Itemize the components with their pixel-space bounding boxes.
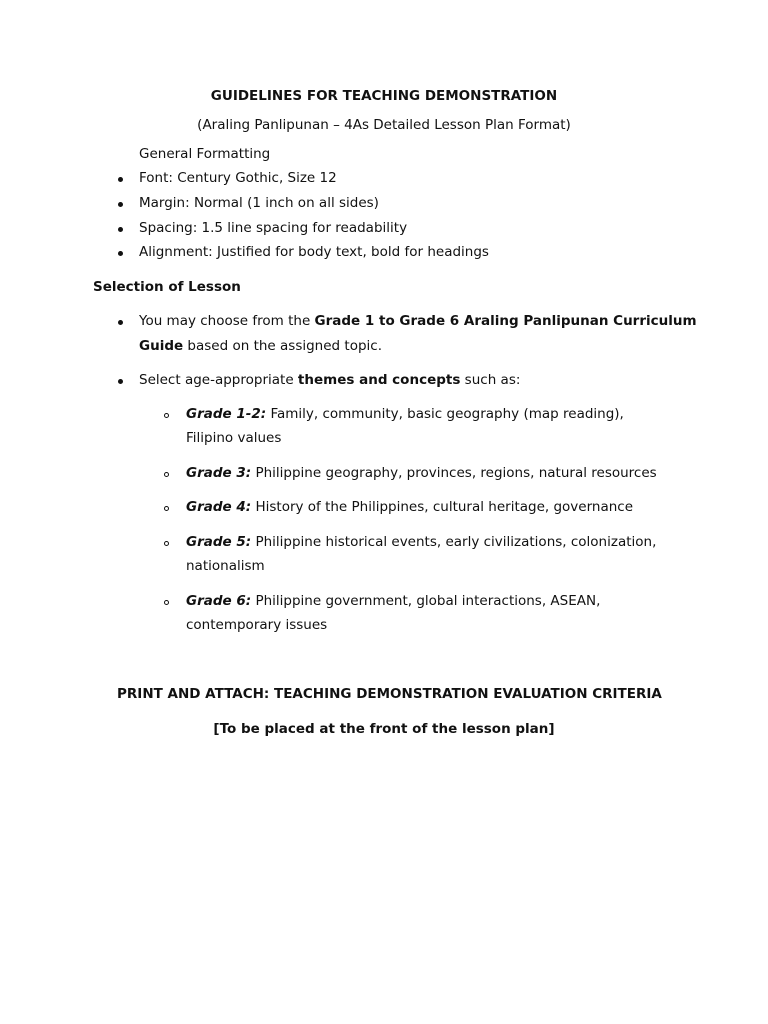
formatting-item: Alignment: Justified for body text, bold for headings — [139, 244, 489, 260]
document-title: GUIDELINES FOR TEACHING DEMONSTRATION — [210, 88, 558, 104]
grade-description: History of the Philippines, cultural heritage, governance — [251, 499, 634, 515]
document-subtitle: (Araling Panlipunan – 4As Detailed Lesson Plan Format) — [197, 117, 571, 133]
grade-item — [186, 499, 633, 515]
grade-label: Grade 4: — [186, 499, 252, 515]
bullet-icon — [118, 177, 123, 182]
selection-item-curriculum — [139, 313, 697, 329]
selection-item-themes — [139, 372, 520, 388]
circle-bullet-icon — [164, 413, 169, 418]
curriculum-name-cont: Guide — [139, 338, 184, 354]
selection-heading: Selection of Lesson — [93, 279, 241, 295]
selection-item-text: such as: — [460, 372, 521, 388]
bullet-icon — [118, 227, 123, 232]
grade-description: Family, community, basic geography (map reading), — [266, 406, 624, 422]
curriculum-name: Grade 1 to Grade 6 Araling Panlipunan Curriculum — [314, 313, 697, 329]
grade-item — [186, 465, 657, 481]
grade-item — [186, 406, 624, 422]
grade-description-cont: Filipino values — [186, 430, 282, 446]
bullet-icon — [118, 251, 123, 256]
grade-label: Grade 6: — [186, 593, 252, 609]
grade-label: Grade 5: — [186, 534, 252, 550]
bullet-icon — [118, 202, 123, 207]
grade-label: Grade 1-2: — [186, 406, 267, 422]
grade-item — [186, 534, 656, 550]
circle-bullet-icon — [164, 541, 169, 546]
print-attach-note: [To be placed at the front of the lesson plan] — [213, 721, 555, 737]
formatting-item: Font: Century Gothic, Size 12 — [139, 170, 337, 186]
bullet-icon — [118, 320, 123, 325]
circle-bullet-icon — [164, 506, 169, 511]
formatting-item: Margin: Normal (1 inch on all sides) — [139, 195, 379, 211]
grade-description: Philippine historical events, early civilizations, colonization, — [251, 534, 657, 550]
grade-item — [186, 593, 600, 609]
grade-description-cont: contemporary issues — [186, 617, 328, 633]
selection-item-text: Select age-appropriate — [139, 372, 298, 388]
circle-bullet-icon — [164, 600, 169, 605]
selection-item-text: You may choose from the — [139, 313, 315, 329]
bullet-icon — [118, 379, 123, 384]
formatting-item: Spacing: 1.5 line spacing for readability — [139, 220, 408, 236]
grade-description: Philippine geography, provinces, regions, natural resources — [251, 465, 657, 481]
general-formatting-heading: General Formatting — [139, 146, 271, 162]
grade-description-cont: nationalism — [186, 558, 265, 574]
selection-item-curriculum-cont — [139, 338, 382, 354]
selection-item-text: based on the assigned topic. — [183, 338, 382, 354]
grade-description: Philippine government, global interactions, ASEAN, — [251, 593, 601, 609]
themes-concepts: themes and concepts — [297, 372, 461, 388]
circle-bullet-icon — [164, 472, 169, 477]
grade-label: Grade 3: — [186, 465, 252, 481]
print-attach-heading: PRINT AND ATTACH: TEACHING DEMONSTRATION EVALUATION CRITERIA — [117, 686, 662, 702]
